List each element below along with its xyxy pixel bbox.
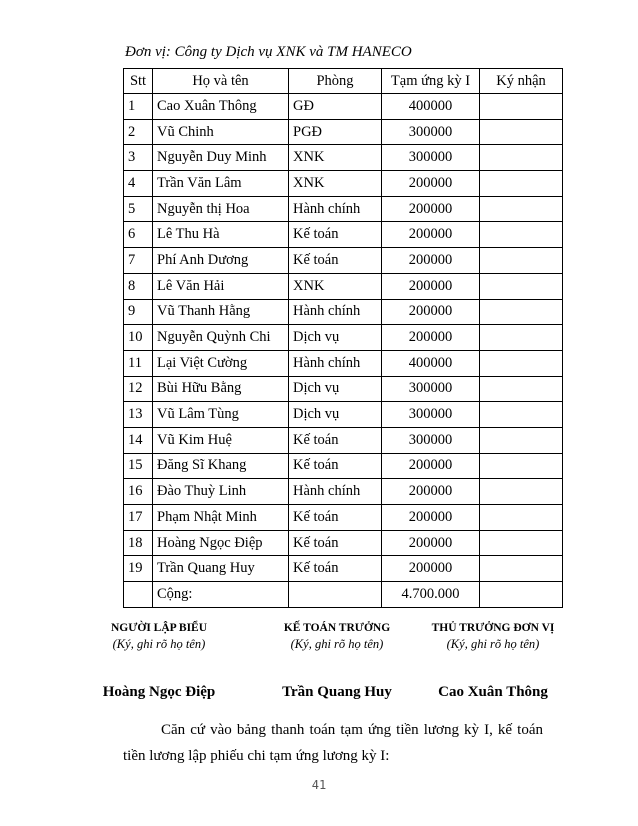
row-dept: Dịch vụ — [289, 402, 382, 428]
row-dept: PGĐ — [289, 119, 382, 145]
row-sign — [480, 196, 563, 222]
row-amount: 200000 — [382, 453, 480, 479]
table-row — [124, 119, 563, 145]
row-stt: 1 — [124, 94, 153, 120]
row-sign — [480, 530, 563, 556]
header-stt: Stt — [124, 69, 153, 94]
body-paragraph — [123, 717, 543, 769]
row-stt: 8 — [124, 273, 153, 299]
row-sign — [480, 273, 563, 299]
signature-note: (Ký, ghi rõ họ tên) — [112, 637, 206, 651]
header-dept: Phòng — [289, 69, 382, 94]
row-dept: Kế toán — [289, 505, 382, 531]
table-row — [124, 376, 563, 402]
row-sign — [480, 222, 563, 248]
row-sign — [480, 505, 563, 531]
paragraph-text: Căn cứ vào bảng thanh toán tạm ứng tiền lương kỳ I, kế toán tiền lương lập phiếu chi tạm ứng lương kỳ I: — [123, 722, 543, 764]
total-sign-cell — [480, 582, 563, 608]
table-row — [124, 196, 563, 222]
row-stt: 5 — [124, 196, 153, 222]
row-name: Lại Việt Cường — [153, 350, 289, 376]
row-amount: 200000 — [382, 505, 480, 531]
table-row — [124, 505, 563, 531]
row-amount: 200000 — [382, 479, 480, 505]
row-stt: 18 — [124, 530, 153, 556]
row-stt: 19 — [124, 556, 153, 582]
row-sign — [480, 171, 563, 197]
signature-name: Cao Xuân Thông — [438, 684, 548, 700]
row-sign — [480, 248, 563, 274]
total-amount: 4.700.000 — [382, 582, 480, 608]
row-amount: 200000 — [382, 556, 480, 582]
table-row — [124, 402, 563, 428]
row-amount: 200000 — [382, 248, 480, 274]
row-name: Lê Văn Hải — [153, 273, 289, 299]
row-sign — [480, 94, 563, 120]
row-dept: Hành chính — [289, 196, 382, 222]
row-stt: 13 — [124, 402, 153, 428]
row-name: Nguyễn thị Hoa — [153, 196, 289, 222]
page-number: 41 — [311, 778, 327, 792]
row-sign — [480, 556, 563, 582]
row-dept: Kế toán — [289, 222, 382, 248]
row-dept: XNK — [289, 145, 382, 171]
row-amount: 300000 — [382, 145, 480, 171]
table-row — [124, 453, 563, 479]
row-name: Bùi Hữu Bằng — [153, 376, 289, 402]
row-dept: Hành chính — [289, 350, 382, 376]
signature-note: (Ký, ghi rõ họ tên) — [446, 637, 540, 651]
table-row — [124, 556, 563, 582]
row-dept: Hành chính — [289, 479, 382, 505]
row-name: Đào Thuỳ Linh — [153, 479, 289, 505]
row-stt: 17 — [124, 505, 153, 531]
table-row — [124, 479, 563, 505]
row-name: Nguyễn Quỳnh Chi — [153, 325, 289, 351]
row-name: Cao Xuân Thông — [153, 94, 289, 120]
row-name: Trần Quang Huy — [153, 556, 289, 582]
row-amount: 200000 — [382, 273, 480, 299]
signature-role: KẾ TOÁN TRƯỞNG — [283, 622, 391, 634]
row-sign — [480, 299, 563, 325]
row-sign — [480, 453, 563, 479]
row-stt: 9 — [124, 299, 153, 325]
row-name: Hoàng Ngọc Điệp — [153, 530, 289, 556]
row-name: Lê Thu Hà — [153, 222, 289, 248]
row-stt: 16 — [124, 479, 153, 505]
table-header-row — [124, 69, 563, 94]
row-dept: Dịch vụ — [289, 376, 382, 402]
signature-preparer — [84, 622, 234, 701]
total-label: Cộng: — [153, 582, 289, 608]
table-row — [124, 350, 563, 376]
row-amount: 200000 — [382, 171, 480, 197]
row-stt: 7 — [124, 248, 153, 274]
table-row — [124, 145, 563, 171]
signature-director — [418, 622, 568, 701]
table-body — [124, 94, 563, 582]
row-amount: 200000 — [382, 325, 480, 351]
table-row — [124, 94, 563, 120]
row-stt: 12 — [124, 376, 153, 402]
header-sign: Ký nhận — [480, 69, 563, 94]
unit-line: Đơn vị: Công ty Dịch vụ XNK và TM HANECO — [125, 44, 412, 60]
table-row — [124, 222, 563, 248]
row-amount: 200000 — [382, 299, 480, 325]
total-empty-cell — [124, 582, 153, 608]
total-row — [124, 582, 563, 608]
row-amount: 300000 — [382, 427, 480, 453]
table-row — [124, 530, 563, 556]
header-amount: Tạm ứng kỳ I — [382, 69, 480, 94]
table-row — [124, 299, 563, 325]
signature-name: Trần Quang Huy — [282, 684, 392, 700]
row-sign — [480, 402, 563, 428]
row-stt: 10 — [124, 325, 153, 351]
signature-role: NGƯỜI LẬP BIỂU — [110, 622, 208, 634]
row-dept: Kế toán — [289, 427, 382, 453]
row-dept: Kế toán — [289, 556, 382, 582]
row-stt: 11 — [124, 350, 153, 376]
total-dept-cell — [289, 582, 382, 608]
row-sign — [480, 145, 563, 171]
row-sign — [480, 427, 563, 453]
row-sign — [480, 350, 563, 376]
row-dept: GĐ — [289, 94, 382, 120]
signature-note: (Ký, ghi rõ họ tên) — [290, 637, 384, 651]
row-stt: 2 — [124, 119, 153, 145]
row-amount: 300000 — [382, 119, 480, 145]
row-amount: 300000 — [382, 402, 480, 428]
table-row — [124, 325, 563, 351]
row-dept: Kế toán — [289, 248, 382, 274]
row-amount: 400000 — [382, 94, 480, 120]
row-name: Vũ Chinh — [153, 119, 289, 145]
row-name: Vũ Lâm Tùng — [153, 402, 289, 428]
row-name: Phạm Nhật Minh — [153, 505, 289, 531]
advance-payment-table — [123, 68, 563, 608]
row-stt: 4 — [124, 171, 153, 197]
row-stt: 15 — [124, 453, 153, 479]
row-name: Trần Văn Lâm — [153, 171, 289, 197]
row-sign — [480, 325, 563, 351]
row-amount: 300000 — [382, 376, 480, 402]
row-name: Nguyễn Duy Minh — [153, 145, 289, 171]
row-dept: XNK — [289, 171, 382, 197]
row-dept: Hành chính — [289, 299, 382, 325]
row-name: Đăng Sĩ Khang — [153, 453, 289, 479]
row-amount: 200000 — [382, 196, 480, 222]
row-stt: 3 — [124, 145, 153, 171]
row-stt: 6 — [124, 222, 153, 248]
row-dept: XNK — [289, 273, 382, 299]
signature-name: Hoàng Ngọc Điệp — [102, 684, 216, 700]
header-name: Họ và tên — [153, 69, 289, 94]
table-row — [124, 273, 563, 299]
row-stt: 14 — [124, 427, 153, 453]
row-name: Vũ Thanh Hằng — [153, 299, 289, 325]
signature-role: THỦ TRƯỞNG ĐƠN VỊ — [431, 622, 555, 634]
row-sign — [480, 376, 563, 402]
table-row — [124, 171, 563, 197]
signature-chief-accountant — [262, 622, 412, 701]
row-sign — [480, 119, 563, 145]
row-dept: Dịch vụ — [289, 325, 382, 351]
row-dept: Kế toán — [289, 453, 382, 479]
row-amount: 200000 — [382, 222, 480, 248]
table-row — [124, 427, 563, 453]
row-sign — [480, 479, 563, 505]
row-name: Phí Anh Dương — [153, 248, 289, 274]
row-dept: Kế toán — [289, 530, 382, 556]
table-row — [124, 248, 563, 274]
row-amount: 200000 — [382, 530, 480, 556]
row-amount: 400000 — [382, 350, 480, 376]
row-name: Vũ Kim Huệ — [153, 427, 289, 453]
